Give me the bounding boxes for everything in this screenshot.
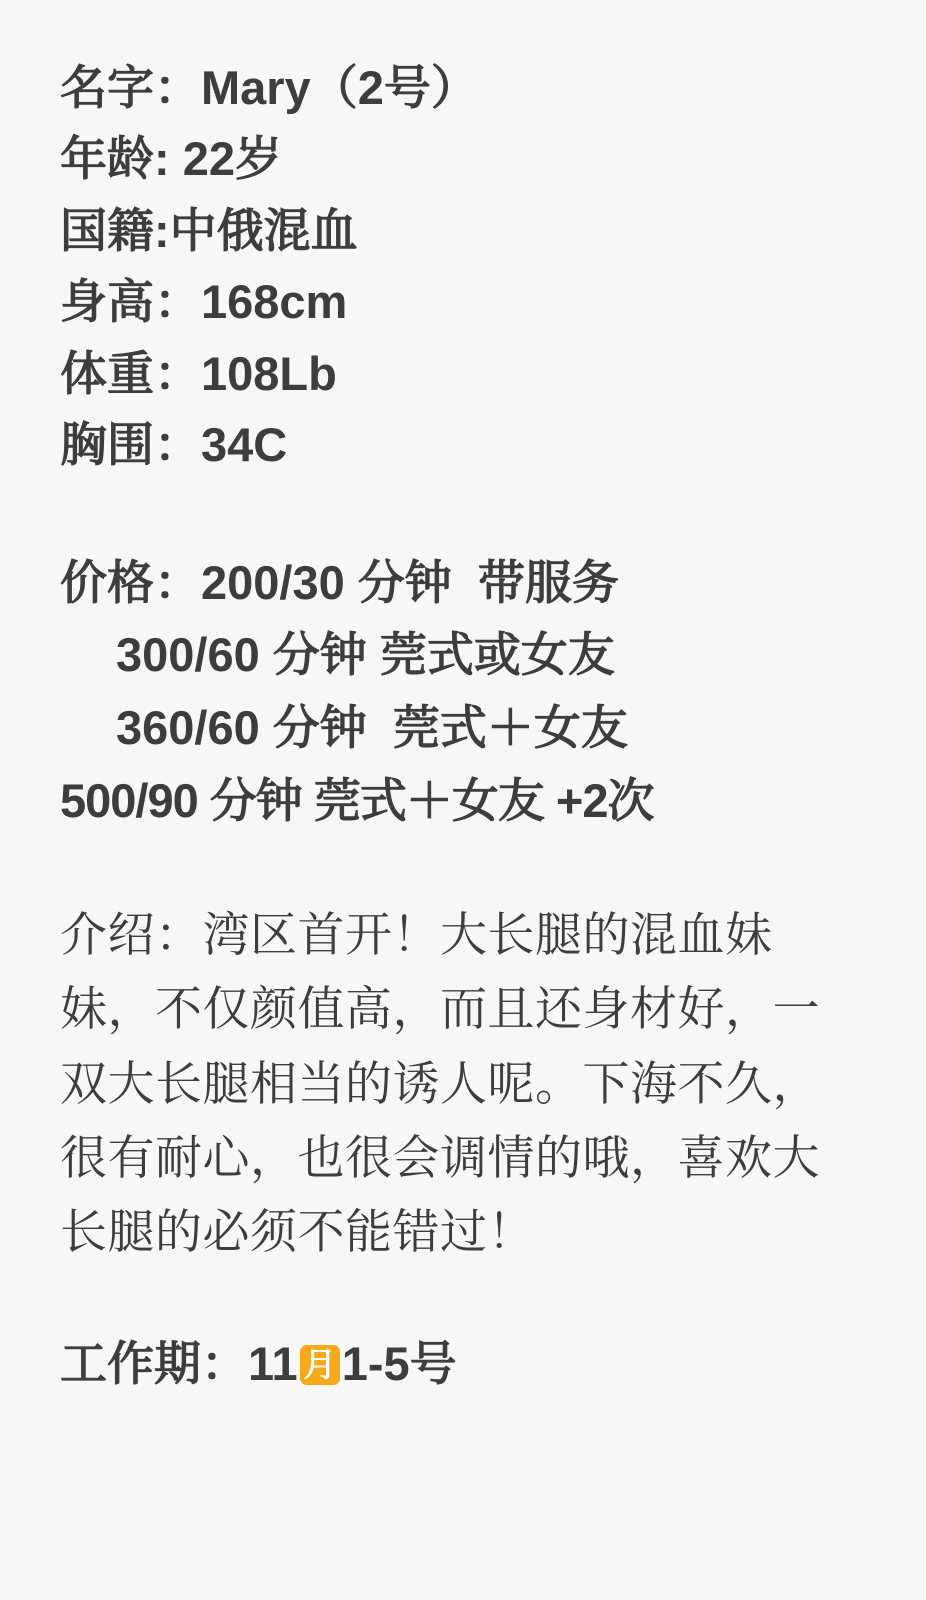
info-value-bust: 34C bbox=[201, 418, 288, 472]
info-value-nationality: 中俄混血 bbox=[169, 203, 358, 257]
pricing-block bbox=[60, 547, 866, 838]
introduction-label: 介绍： bbox=[60, 908, 203, 961]
info-value-name: Mary（2号） bbox=[201, 61, 478, 114]
spacer-after-profile bbox=[60, 481, 866, 547]
info-label-nationality: 国籍: bbox=[60, 203, 170, 257]
info-value-weight: 108Lb bbox=[201, 346, 337, 400]
info-label-height: 身高： bbox=[60, 275, 201, 329]
pricing-row-4 bbox=[60, 765, 866, 838]
info-value-height: 168cm bbox=[201, 275, 348, 329]
info-value-age: 22岁 bbox=[169, 132, 282, 186]
info-label-weight: 体重： bbox=[60, 346, 201, 400]
spacer-after-pricing bbox=[60, 838, 866, 898]
spacer-after-intro bbox=[60, 1269, 866, 1329]
schedule-prefix: 11 bbox=[248, 1337, 298, 1391]
info-label-name: 名字： bbox=[60, 61, 201, 114]
schedule-suffix: 1-5号 bbox=[341, 1337, 457, 1391]
schedule-label: 工作期： bbox=[60, 1337, 248, 1391]
info-row-weight bbox=[60, 338, 866, 409]
info-label-age: 年龄: bbox=[60, 132, 170, 186]
calendar-month-icon: 月 bbox=[300, 1345, 340, 1385]
info-row-height bbox=[60, 266, 866, 337]
pricing-row-2 bbox=[60, 619, 866, 692]
info-row-bust bbox=[60, 409, 866, 480]
pricing-row-1 bbox=[60, 547, 866, 620]
info-row-nationality bbox=[60, 195, 866, 266]
info-row-age bbox=[60, 123, 866, 194]
info-row-name bbox=[60, 52, 866, 123]
pricing-value-2: 300/60 分钟 莞式或女友 bbox=[116, 628, 615, 682]
profile-info-block bbox=[60, 52, 866, 481]
pricing-label: 价格： bbox=[60, 555, 201, 609]
pricing-value-4: 500/90 分钟 莞式＋女友 +2次 bbox=[60, 774, 654, 828]
pricing-value-1: 200/30 分钟 带服务 bbox=[201, 555, 619, 609]
pricing-value-3: 360/60 分钟 莞式＋女友 bbox=[116, 701, 628, 755]
introduction-block bbox=[60, 898, 850, 1269]
introduction-text: 湾区首开！大长腿的混血妹妹，不仅颜值高，而且还身材好，一双大长腿相当的诱人呢。下海不久，很有耐心，也很会调情的哦，喜欢大长腿的必须不能错过！ bbox=[60, 908, 820, 1258]
pricing-row-3 bbox=[60, 692, 866, 765]
info-label-bust: 胸围： bbox=[60, 418, 201, 472]
schedule-block bbox=[60, 1329, 866, 1400]
